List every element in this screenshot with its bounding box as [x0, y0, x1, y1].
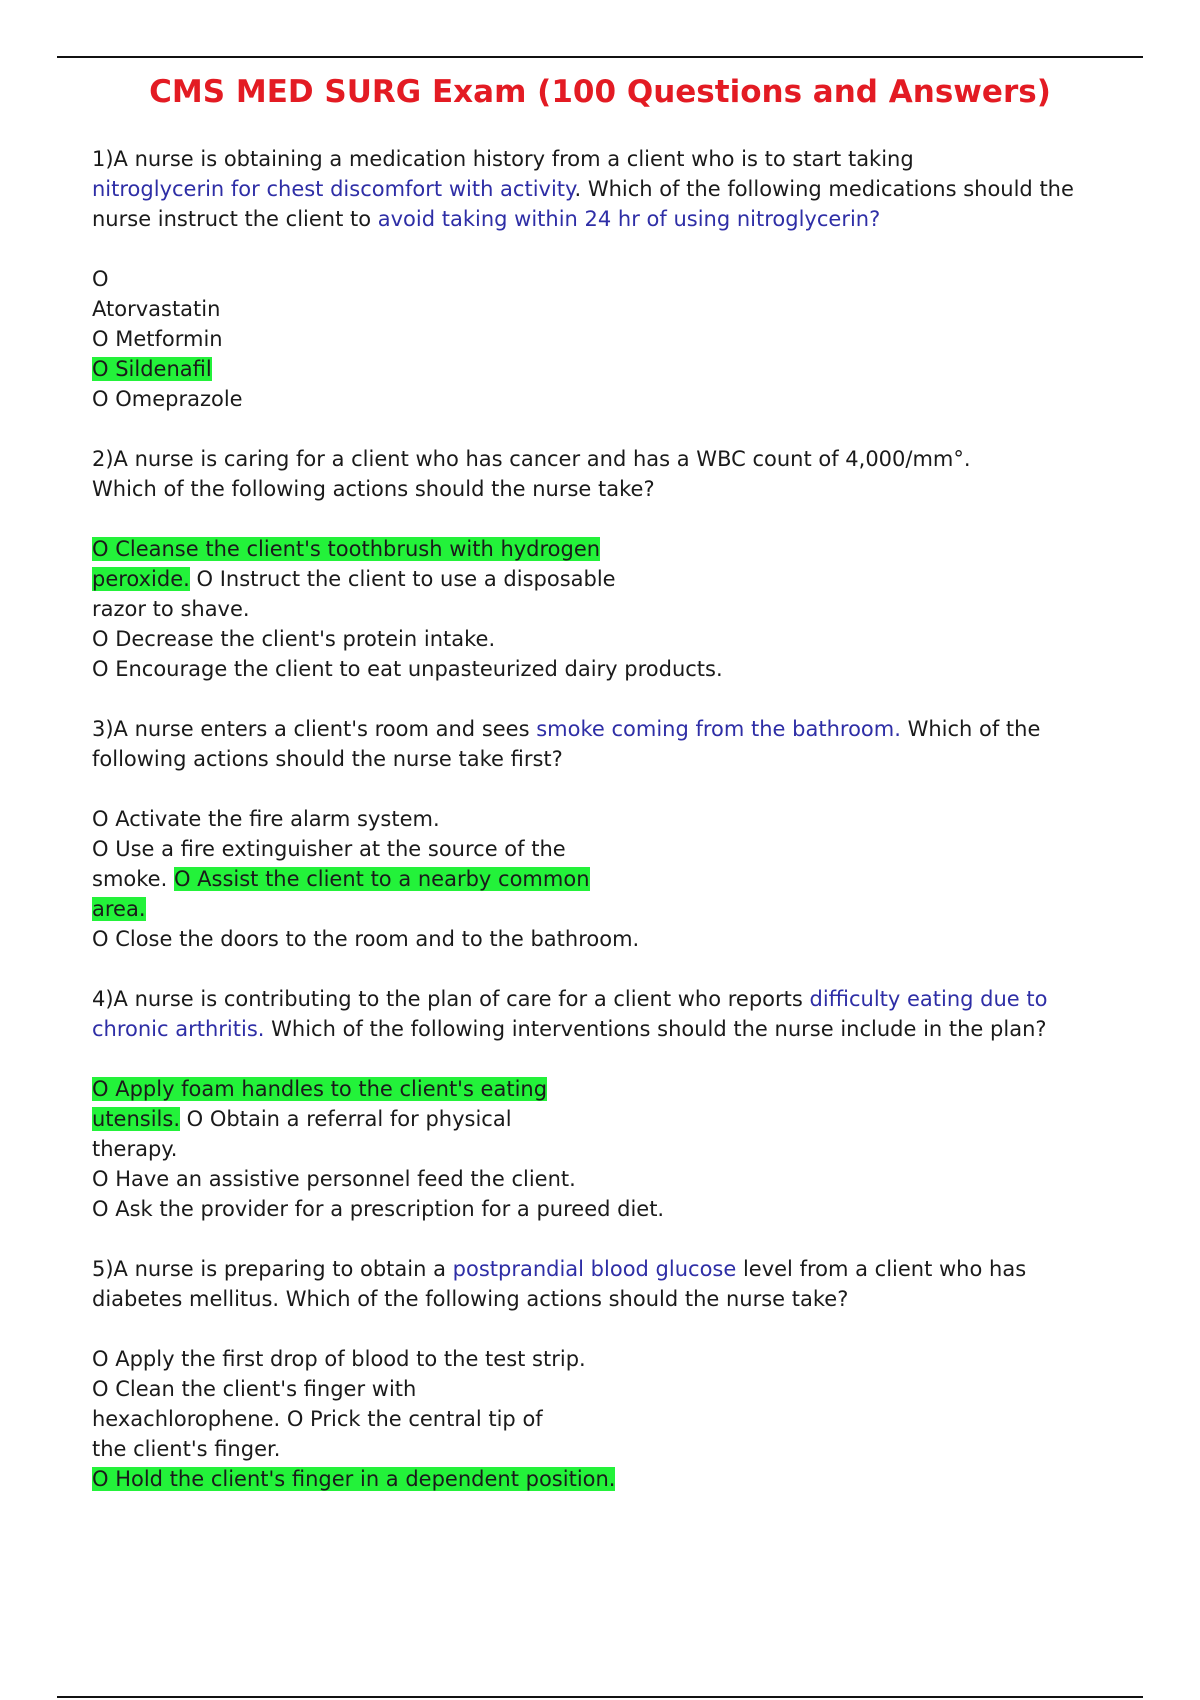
top-rule	[57, 56, 1143, 58]
question-3-option-1: O Activate the fire alarm system.	[92, 807, 440, 831]
question-3-options: O Use a fire extinguisher at the source of the smoke. O Assist the client to a nearby common area.	[92, 837, 590, 921]
answer-highlight: O Assist the client to a nearby common	[173, 867, 590, 891]
question-2-option-3: O Decrease the client's protein intake.	[92, 627, 496, 651]
question-5-focus: postprandial blood glucose	[452, 1257, 737, 1281]
question-1-focus-1: nitroglycerin for chest discomfort with activity	[92, 177, 575, 201]
question-4	[92, 984, 1092, 1224]
document-body	[92, 144, 1092, 1494]
answer-highlight: O Sildenafil	[92, 357, 212, 381]
question-3-stem: 3)A nurse enters a client's room and sees smoke coming from the bathroom. Which of the following actions should the nurse take first?	[92, 717, 1041, 771]
answer-highlight: O Cleanse the client's toothbrush with hydrogen	[92, 537, 601, 561]
question-3	[92, 714, 1092, 954]
question-1-option-4: O Omeprazole	[92, 387, 243, 411]
question-5-option-1: O Apply the first drop of blood to the test strip.	[92, 1347, 586, 1371]
answer-highlight: peroxide.	[92, 567, 190, 591]
question-2-option-4: O Encourage the client to eat unpasteurized dairy products.	[92, 657, 723, 681]
question-4-focus: difficulty eating due to chronic arthritis.	[92, 987, 1048, 1041]
question-4-option-4: O Ask the provider for a prescription for a pureed diet.	[92, 1197, 665, 1221]
question-5-option-4-answer	[92, 1464, 1092, 1494]
question-5-options: O Clean the client's finger with hexachlorophene. O Prick the central tip of the client's finger.	[92, 1377, 543, 1461]
page-title: CMS MED SURG Exam (100 Questions and Answers)	[149, 74, 1051, 110]
question-2	[92, 444, 1092, 684]
answer-highlight: O Hold the client's finger in a dependent position.	[92, 1467, 616, 1491]
question-1-option-3-answer	[92, 354, 1092, 384]
question-2-stem: 2)A nurse is caring for a client who has cancer and has a WBC count of 4,000/mm°. Which of the following actions should the nurse take?	[92, 447, 971, 501]
question-2-options: O Cleanse the client's toothbrush with hydrogen peroxide. O Instruct the client to use a disposable razor to shave.	[92, 537, 616, 621]
answer-highlight: area.	[92, 897, 146, 921]
question-4-options: O Apply foam handles to the client's eating utensils. O Obtain a referral for physical therapy.	[92, 1077, 548, 1161]
question-1	[92, 144, 1092, 414]
question-3-focus: smoke coming from the bathroom.	[536, 717, 901, 741]
question-1-stem: 1)A nurse is obtaining a medication history from a client who is to start taking nitroglycerin for chest discomfort with activity. Which of the following medications should the nurse instruct the client to avoid taking within 24 hr of using nitroglycerin?	[92, 147, 1074, 231]
question-5	[92, 1254, 1092, 1494]
question-5-stem: 5)A nurse is preparing to obtain a postprandial blood glucose level from a client who has diabetes mellitus. Which of the following actions should the nurse take?	[92, 1257, 1027, 1311]
question-1-option-2: O Metformin	[92, 327, 223, 351]
answer-highlight: utensils.	[92, 1107, 180, 1131]
question-4-option-3: O Have an assistive personnel feed the client.	[92, 1167, 576, 1191]
question-4-stem: 4)A nurse is contributing to the plan of care for a client who reports difficulty eating due to chronic arthritis. Which of the following interventions should the nurse include in the plan?	[92, 987, 1048, 1041]
question-3-option-4: O Close the doors to the room and to the bathroom.	[92, 927, 640, 951]
question-1-focus-2: avoid taking within 24 hr of using nitroglycerin?	[377, 207, 881, 231]
bottom-rule	[57, 1696, 1143, 1698]
answer-highlight: O Apply foam handles to the client's eating	[92, 1077, 548, 1101]
question-1-option-1: O Atorvastatin	[92, 267, 221, 321]
